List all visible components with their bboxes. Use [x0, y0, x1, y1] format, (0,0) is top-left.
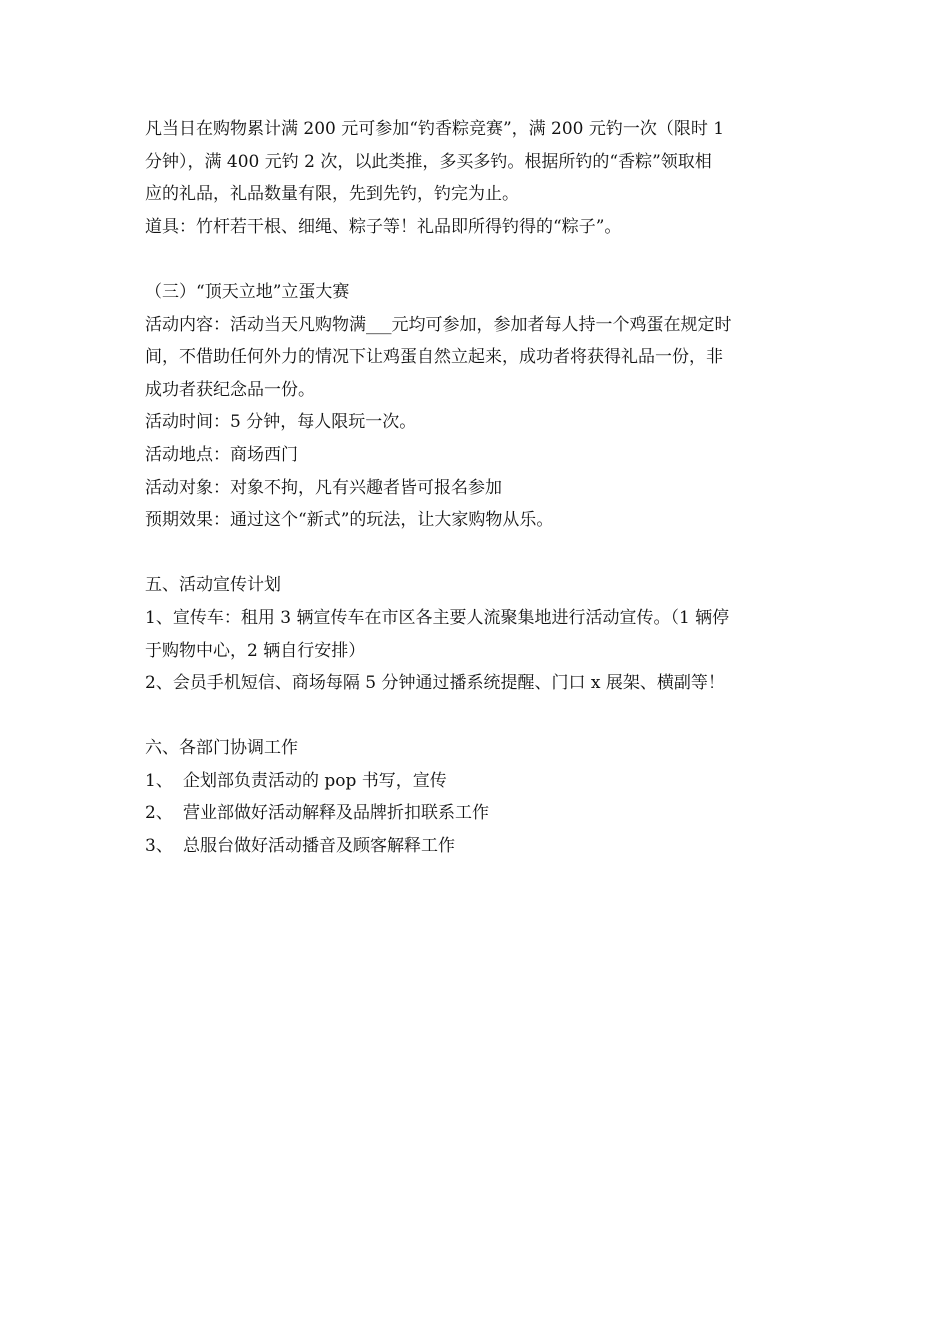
activity-time: 活动时间：5 分钟，每人限玩一次。: [145, 412, 417, 433]
document-page: [145, 113, 815, 863]
section-6: [145, 732, 815, 862]
activity-content-line: 活动内容：活动当天凡购物满___元均可参加，参加者每人持一个鸡蛋在规定时: [145, 314, 732, 335]
intro-paragraph: [145, 113, 815, 243]
activity-place: 活动地点：商场西门: [145, 444, 298, 465]
promo-item-2: 2、会员手机短信、商场每隔 5 分钟通过播系统提醒、门口 x 展架、横副等！: [145, 673, 725, 694]
section-5-heading: 五、活动宣传计划: [145, 575, 281, 596]
list-item: [145, 797, 815, 830]
promo-item-1-line: 于购物中心，2 辆自行安排）: [145, 640, 366, 661]
section-3: [145, 276, 815, 537]
list-item-number: 3、: [145, 836, 173, 857]
list-item-text: 企划部负责活动的 pop 书写，宣传: [183, 770, 447, 791]
intro-line: 凡当日在购物累计满 200 元可参加“钓香粽竞赛”，满 200 元钓一次（限时 1: [145, 119, 725, 139]
activity-target: 活动对象：对象不拘，凡有兴趣者皆可报名参加: [145, 477, 502, 498]
spacer: [145, 700, 815, 733]
list-item-text: 营业部做好活动解释及品牌折扣联系工作: [183, 803, 489, 824]
expected-effect: 预期效果：通过这个“新式”的玩法，让大家购物从乐。: [145, 510, 554, 531]
list-item: [145, 830, 815, 863]
list-item-number: 1、: [145, 770, 173, 791]
spacer: [145, 243, 815, 276]
section-5: [145, 569, 815, 699]
intro-line: 分钟），满 400 元钓 2 次，以此类推，多买多钓。根据所钓的“香粽”领取相: [145, 151, 712, 172]
section-6-heading: 六、各部门协调工作: [145, 738, 298, 759]
promo-item-1-line: 1、宣传车：租用 3 辆宣传车在市区各主要人流聚集地进行活动宣传。（1 辆停: [145, 607, 730, 628]
list-item-number: 2、: [145, 803, 173, 824]
list-item-text: 总服台做好活动播音及顾客解释工作: [183, 836, 455, 857]
list-item: [145, 765, 815, 798]
props-line: 道具：竹杆若干根、细绳、粽子等！礼品即所得钓得的“粽子”。: [145, 216, 622, 237]
spacer: [145, 537, 815, 570]
activity-content-line: 间，不借助任何外力的情况下让鸡蛋自然立起来，成功者将获得礼品一份，非: [145, 347, 723, 368]
intro-line: 应的礼品，礼品数量有限，先到先钓，钓完为止。: [145, 184, 519, 205]
activity-content-line: 成功者获纪念品一份。: [145, 379, 315, 400]
section-3-heading: （三）“顶天立地”立蛋大赛: [145, 281, 350, 302]
